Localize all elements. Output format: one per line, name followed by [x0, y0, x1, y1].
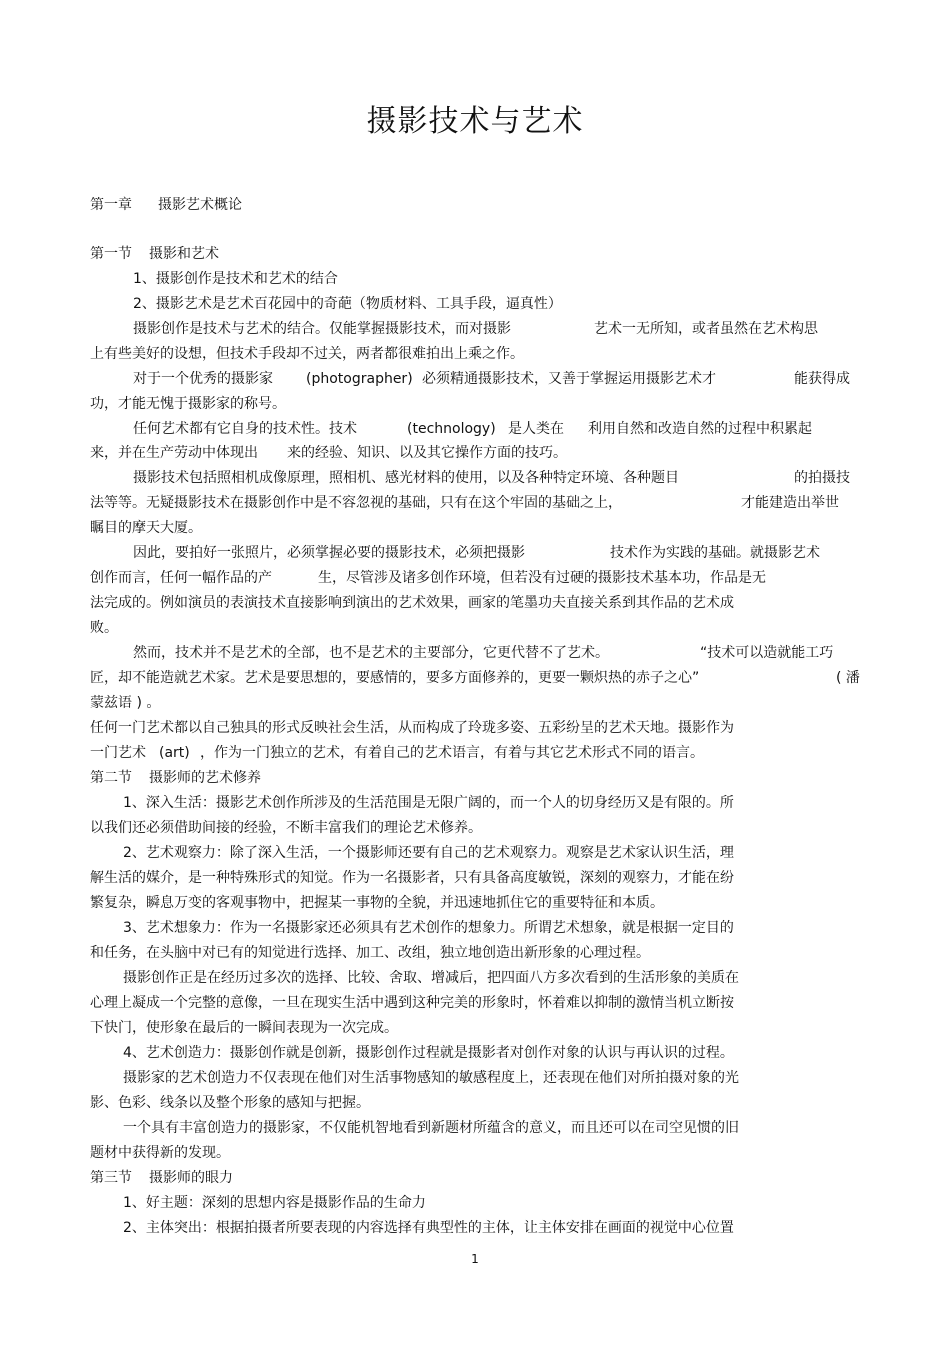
text-segment: 摄影创作正是在经历过多次的选择、比较、舍取、增减后，把四面八方多次看到的生活形象的美质在	[123, 970, 739, 986]
text-segment: 和任务，在头脑中对已有的知觉进行选择、加工、改组，独立地创造出新形象的心理过程。	[90, 945, 650, 961]
text-segment: 摄影家的艺术创造力不仅表现在他们对生活事物感知的敏感程度上，还表现在他们对所拍摄对象的光	[123, 1070, 739, 1086]
text-segment: 繁复杂，瞬息万变的客观事物中，把握某一事物的全貌，并迅速地抓住它的重要特征和本质。	[90, 895, 664, 911]
text-segment: 任何艺术都有它自身的技术性。技术	[133, 421, 357, 437]
text-segment: 摄影创作是技术与艺术的结合。仅能掌握摄影技术，而对摄影	[133, 321, 511, 337]
text-segment: 一门艺术	[90, 745, 146, 761]
text-segment: 对于一个优秀的摄影家	[133, 371, 273, 387]
text-segment: 是人类在	[508, 421, 564, 437]
text-segment: 败。	[90, 620, 118, 636]
list-item-text: 1、好主题：深刻的思想内容是摄影作品的生命力	[123, 1195, 426, 1211]
text-segment: 题材中获得新的发现。	[90, 1145, 230, 1161]
list-item-text: 1、摄影创作是技术和艺术的结合	[133, 271, 338, 287]
text-segment: 2、艺术观察力：除了深入生活，一个摄影师还要有自己的艺术观察力。观察是艺术家认识生活，理	[123, 845, 734, 861]
text-segment: 解生活的媒介，是一种特殊形式的知觉。作为一名摄影者，只有具备高度敏锐，深刻的观察力，才能在纷	[90, 870, 734, 886]
section-title: 摄影师的眼力	[149, 1170, 233, 1186]
section-title: 摄影和艺术	[149, 246, 219, 262]
section-title: 摄影师的艺术修养	[149, 770, 261, 786]
text-segment: 能获得成	[794, 371, 850, 387]
text-segment: (photographer)	[306, 371, 413, 387]
text-segment: 以我们还必须借助间接的经验，不断丰富我们的理论艺术修养。	[90, 820, 482, 836]
text-segment: 才能建造出举世	[741, 495, 839, 511]
text-segment: 艺术一无所知，或者虽然在艺术构思	[594, 321, 818, 337]
text-segment: 生，尽管涉及诸多创作环境，但若没有过硬的摄影技术基本功，作品是无	[318, 570, 766, 586]
chapter-title: 摄影艺术概论	[158, 197, 242, 213]
page-number: 1	[471, 1252, 479, 1266]
text-segment: “技术可以造就能工巧	[700, 645, 834, 661]
text-segment: 摄影技术包括照相机成像原理，照相机、感光材料的使用，以及各种特定环境、各种题目	[133, 470, 679, 486]
section-number: 第三节	[90, 1170, 132, 1186]
list-item-text: 2、主体突出：根据拍摄者所要表现的内容选择有典型性的主体，让主体安排在画面的视觉中心位置	[123, 1220, 734, 1236]
text-segment: 利用自然和改造自然的过程中积累起	[588, 421, 812, 437]
text-segment: (art)	[159, 745, 190, 761]
text-segment: 瞩目的摩天大厦。	[90, 520, 202, 536]
text-segment: ，作为一门独立的艺术，有着自己的艺术语言，有着与其它艺术形式不同的语言。	[200, 745, 704, 761]
text-segment: (technology)	[407, 421, 496, 437]
section-number: 第一节	[90, 246, 132, 262]
text-segment: 然而，技术并不是艺术的全部，也不是艺术的主要部分，它更代替不了艺术。	[133, 645, 609, 661]
text-segment: 任何一门艺术都以自己独具的形式反映社会生活，从而构成了玲珑多姿、五彩纷呈的艺术天地。摄影作为	[90, 720, 734, 736]
text-segment: 1、深入生活：摄影艺术创作所涉及的生活范围是无限广阔的，而一个人的切身经历又是有限的。所	[123, 795, 734, 811]
text-segment: 法等等。无疑摄影技术在摄影创作中是不容忽视的基础，只有在这个牢固的基础之上，	[90, 495, 622, 511]
text-segment: 来的经验、知识、以及其它操作方面的技巧。	[287, 445, 567, 461]
text-segment: 一个具有丰富创造力的摄影家，不仅能机智地看到新题材所蕴含的意义，而且还可以在司空见惯的旧	[123, 1120, 739, 1136]
text-segment: 来，并在生产劳动中体现出	[90, 445, 258, 461]
text-segment: 下快门，使形象在最后的一瞬间表现为一次完成。	[90, 1020, 398, 1036]
text-segment: 心理上凝成一个完整的意像，一旦在现实生活中遇到这种完美的形象时，怀着难以抑制的激情当机立断按	[90, 995, 734, 1011]
text-segment: 上有些美好的设想，但技术手段却不过关，两者都很难拍出上乘之作。	[90, 346, 524, 362]
text-segment: 功，才能无愧于摄影家的称号。	[90, 396, 286, 412]
text-segment: ( 潘	[836, 670, 860, 686]
text-segment: 技术作为实践的基础。就摄影艺术	[610, 545, 820, 561]
text-segment: 因此，要拍好一张照片，必须掌握必要的摄影技术，必须把摄影	[133, 545, 525, 561]
text-segment: 4、艺术创造力：摄影创作就是创新，摄影创作过程就是摄影者对创作对象的认识与再认识的过程。	[123, 1045, 734, 1061]
text-segment: 影、色彩、线条以及整个形象的感知与把握。	[90, 1095, 370, 1111]
text-segment: 必须精通摄影技术，又善于掌握运用摄影艺术才	[422, 371, 716, 387]
text-segment: 法完成的。例如演员的表演技术直接影响到演出的艺术效果，画家的笔墨功夫直接关系到其作品的艺术成	[90, 595, 734, 611]
chapter-number: 第一章	[90, 197, 132, 213]
text-segment: 创作而言，任何一幅作品的产	[90, 570, 272, 586]
text-segment: 的拍摄技	[794, 470, 850, 486]
text-segment: 匠，却不能造就艺术家。艺术是要思想的，要感情的，要多方面修养的，更要一颗炽热的赤子之心”	[90, 670, 700, 686]
text-segment: 3、艺术想象力：作为一名摄影家还必须具有艺术创作的想象力。所谓艺术想象，就是根据一定目的	[123, 920, 734, 936]
section-number: 第二节	[90, 770, 132, 786]
list-item-text: 2、摄影艺术是艺术百花园中的奇葩（物质材料、工具手段，逼真性）	[133, 296, 562, 312]
document-title: 摄影技术与艺术	[366, 104, 584, 139]
text-segment: 蒙兹语 ) 。	[90, 695, 161, 711]
